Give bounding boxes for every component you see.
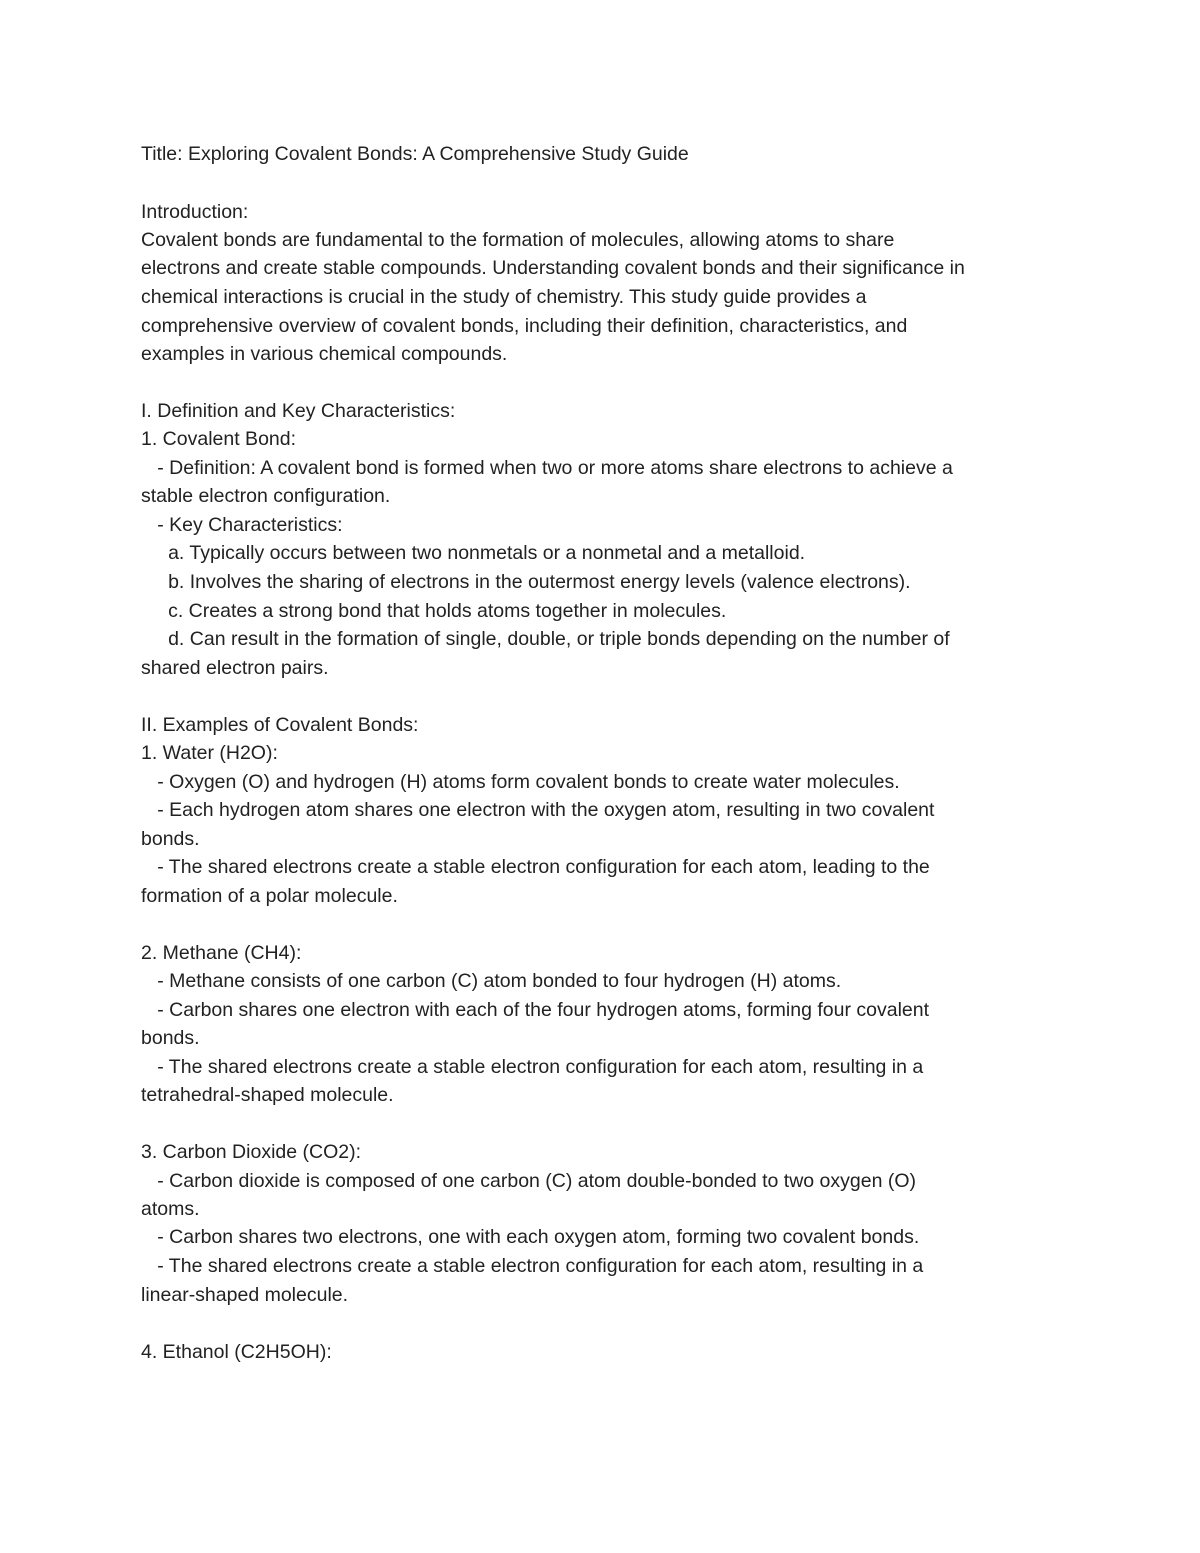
section1-heading: I. Definition and Key Characteristics: [141, 400, 456, 422]
water-line: - Each hydrogen atom shares one electron with the oxygen atom, resulting in two covalent [141, 799, 935, 821]
water-line: bonds. [141, 828, 200, 850]
co2-line: - Carbon dioxide is composed of one carbon (C) atom double-bonded to two oxygen (O) [141, 1170, 917, 1192]
section1-item: 1. Covalent Bond: [141, 428, 297, 450]
section1-line: shared electron pairs. [141, 657, 329, 679]
methane-item: 2. Methane (CH4): [141, 942, 302, 964]
section1-line: a. Typically occurs between two nonmetals or a nonmetal and a metalloid. [141, 542, 806, 564]
water-line: - Oxygen (O) and hydrogen (H) atoms form covalent bonds to create water molecules. [141, 771, 900, 793]
section1-line: - Definition: A covalent bond is formed when two or more atoms share electrons to achieve a [141, 457, 953, 479]
water-line: formation of a polar molecule. [141, 885, 398, 907]
ethanol-item: 4. Ethanol (C2H5OH): [141, 1341, 332, 1363]
section2-heading: II. Examples of Covalent Bonds: [141, 714, 419, 736]
methane-line: bonds. [141, 1027, 200, 1049]
methane-line: tetrahedral-shaped molecule. [141, 1084, 394, 1106]
section1-line: - Key Characteristics: [141, 514, 343, 536]
intro-line: chemical interactions is crucial in the study of chemistry. This study guide provides a [141, 286, 867, 308]
intro-line: Covalent bonds are fundamental to the formation of molecules, allowing atoms to share [141, 229, 895, 251]
methane-line: - Carbon shares one electron with each of the four hydrogen atoms, forming four covalent [141, 999, 930, 1021]
water-item: 1. Water (H2O): [141, 742, 278, 764]
intro-line: comprehensive overview of covalent bonds, including their definition, characteristics, and [141, 315, 908, 337]
co2-line: - The shared electrons create a stable electron configuration for each atom, resulting in a [141, 1255, 924, 1277]
methane-line: - The shared electrons create a stable electron configuration for each atom, resulting in a [141, 1056, 924, 1078]
co2-line: - Carbon shares two electrons, one with each oxygen atom, forming two covalent bonds. [141, 1226, 920, 1248]
co2-line: atoms. [141, 1198, 200, 1220]
intro-line: examples in various chemical compounds. [141, 343, 508, 365]
section1-line: b. Involves the sharing of electrons in the outermost energy levels (valence electrons). [141, 571, 911, 593]
intro-line: electrons and create stable compounds. Understanding covalent bonds and their significance in [141, 257, 965, 279]
section1-line: d. Can result in the formation of single, double, or triple bonds depending on the number of [141, 628, 950, 650]
document-title: Title: Exploring Covalent Bonds: A Comprehensive Study Guide [141, 143, 689, 165]
methane-line: - Methane consists of one carbon (C) atom bonded to four hydrogen (H) atoms. [141, 970, 842, 992]
section1-line: stable electron configuration. [141, 485, 391, 507]
co2-item: 3. Carbon Dioxide (CO2): [141, 1141, 362, 1163]
intro-heading: Introduction: [141, 201, 249, 223]
water-line: - The shared electrons create a stable electron configuration for each atom, leading to the [141, 856, 930, 878]
section1-line: c. Creates a strong bond that holds atoms together in molecules. [141, 600, 727, 622]
co2-line: linear-shaped molecule. [141, 1284, 349, 1306]
